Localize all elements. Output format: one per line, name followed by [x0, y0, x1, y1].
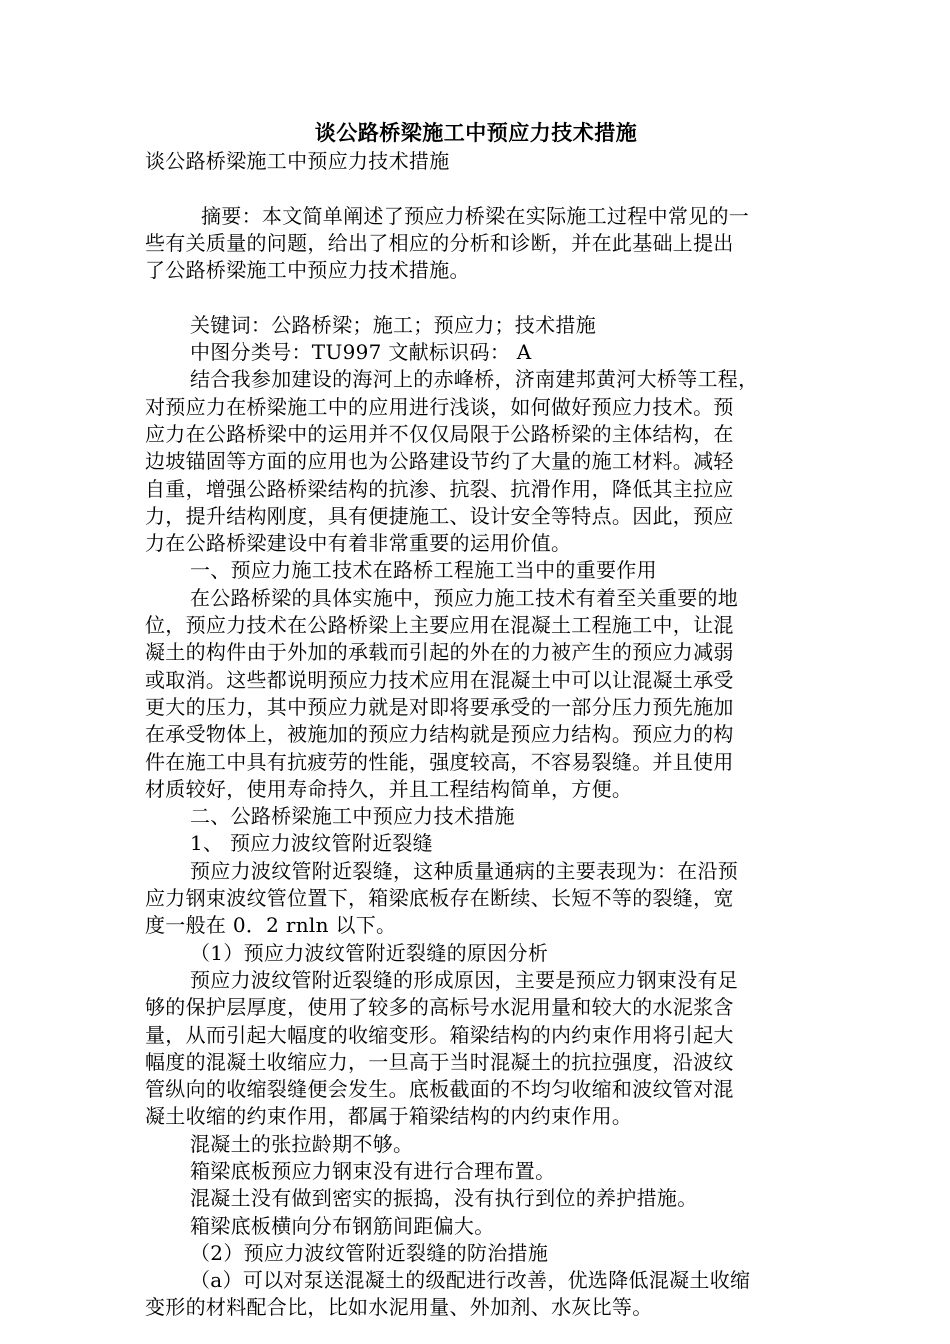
- paragraph-line: 在承受物体上，被施加的预应力结构就是预应力结构。预应力的构: [145, 722, 734, 747]
- paragraph-line: 位，预应力技术在公路桥梁上主要应用在混凝土工程施工中，让混: [145, 613, 734, 638]
- paragraph-line: 或取消。这些都说明预应力技术应用在混凝土中可以让混凝土承受: [145, 667, 734, 692]
- paragraph-line: 自重，增强公路桥梁结构的抗渗、抗裂、抗滑作用，降低其主拉应: [145, 476, 734, 501]
- paragraph-line: 应力在公路桥梁中的运用并不仅仅局限于公路桥梁的主体结构，在: [145, 421, 734, 446]
- paragraph-line: 边坡锚固等方面的应用也为公路建设节约了大量的施工材料。减轻: [145, 449, 734, 474]
- subsection-heading: （2）预应力波纹管附近裂缝的防治措施: [190, 1240, 549, 1265]
- paragraph-line: 结合我参加建设的海河上的赤峰桥，济南建邦黄河大桥等工程，: [190, 367, 759, 392]
- cause-paragraph: [145, 967, 807, 1131]
- paragraph-line: 力，提升结构刚度，具有便捷施工、设计安全等特点。因此，预应: [145, 503, 734, 528]
- sub1-paragraph: [145, 858, 807, 940]
- paragraph-line: 材质较好，使用寿命持久，并且工程结构简单，方便。: [145, 776, 633, 801]
- paragraph-line: 凝土的构件由于外加的承载而引起的外在的力被产生的预应力减弱: [145, 640, 734, 665]
- list-item: 箱梁底板横向分布钢筋间距偏大。: [190, 1213, 495, 1238]
- paragraph-line: 变形的材料配合比，比如水泥用量、外加剂、水灰比等。: [145, 1295, 653, 1320]
- list-item: 混凝土没有做到密实的振捣，没有执行到位的养护措施。: [190, 1186, 698, 1211]
- paragraph-line: 预应力波纹管附近裂缝，这种质量通病的主要表现为：在沿预: [190, 858, 739, 883]
- paragraph-line: 量，从而引起大幅度的收缩变形。箱梁结构的内约束作用将引起大: [145, 1022, 734, 1047]
- paragraph-line: 幅度的混凝土收缩应力，一旦高于当时混凝土的抗拉强度，沿波纹: [145, 1049, 734, 1074]
- paragraph-line: 应力钢束波纹管位置下，箱梁底板存在断续、长短不等的裂缝，宽: [145, 886, 734, 911]
- subsection-heading: （1）预应力波纹管附近裂缝的原因分析: [190, 940, 549, 965]
- subsection-heading: 1、 预应力波纹管附近裂缝: [190, 831, 433, 856]
- paragraph-line: 力在公路桥梁建设中有着非常重要的运用价值。: [145, 531, 572, 556]
- intro-paragraph: [145, 366, 807, 557]
- list-item: 混凝土的张拉龄期不够。: [190, 1131, 414, 1156]
- paragraph-line: 够的保护层厚度，使用了较多的高标号水泥用量和较大的水泥浆含: [145, 995, 734, 1020]
- document-page: [145, 118, 807, 1322]
- abstract-line: 些有关质量的问题，给出了相应的分析和诊断，并在此基础上提出: [145, 230, 734, 255]
- cause-list: [145, 1131, 807, 1240]
- paragraph-line: 预应力波纹管附近裂缝的形成原因，主要是预应力钢束没有足: [190, 967, 739, 992]
- section-heading: 一、预应力施工技术在路桥工程施工当中的重要作用: [190, 558, 657, 583]
- blank-line: [145, 175, 807, 202]
- paragraph-line: （a）可以对泵送混凝土的级配进行改善，优选降低混凝土收缩: [190, 1268, 751, 1293]
- prevent-paragraph: [145, 1267, 807, 1322]
- paragraph-line: 管纵向的收缩裂缝便会发生。底板截面的不均匀收缩和波纹管对混: [145, 1077, 734, 1102]
- section1-paragraph: [145, 585, 807, 803]
- keywords: 关键词：公路桥梁；施工；预应力；技术措施: [190, 312, 596, 337]
- classification: 中图分类号：TU997 文献标识码： A: [190, 340, 532, 365]
- paragraph-line: 度一般在 0．2 rnln 以下。: [145, 913, 397, 938]
- document-subtitle: 谈公路桥梁施工中预应力技术措施: [145, 149, 450, 173]
- document-title: 谈公路桥梁施工中预应力技术措施: [314, 120, 638, 145]
- paragraph-line: 对预应力在桥梁施工中的应用进行浅谈，如何做好预应力技术。预: [145, 394, 734, 419]
- abstract-line: 摘要：本文简单阐述了预应力桥梁在实际施工过程中常见的一: [201, 203, 750, 228]
- blank-line: [145, 284, 807, 311]
- paragraph-line: 件在施工中具有抗疲劳的性能，强度较高，不容易裂缝。并且使用: [145, 749, 734, 774]
- abstract: [145, 203, 807, 285]
- abstract-line: 了公路桥梁施工中预应力技术措施。: [145, 258, 470, 283]
- paragraph-line: 在公路桥梁的具体实施中，预应力施工技术有着至关重要的地: [190, 585, 739, 610]
- list-item: 箱梁底板预应力钢束没有进行合理布置。: [190, 1158, 556, 1183]
- paragraph-line: 凝土收缩的约束作用，都属于箱梁结构的内约束作用。: [145, 1104, 633, 1129]
- paragraph-line: 更大的压力，其中预应力就是对即将要承受的一部分压力预先施加: [145, 694, 734, 719]
- section-heading: 二、公路桥梁施工中预应力技术措施: [190, 804, 515, 829]
